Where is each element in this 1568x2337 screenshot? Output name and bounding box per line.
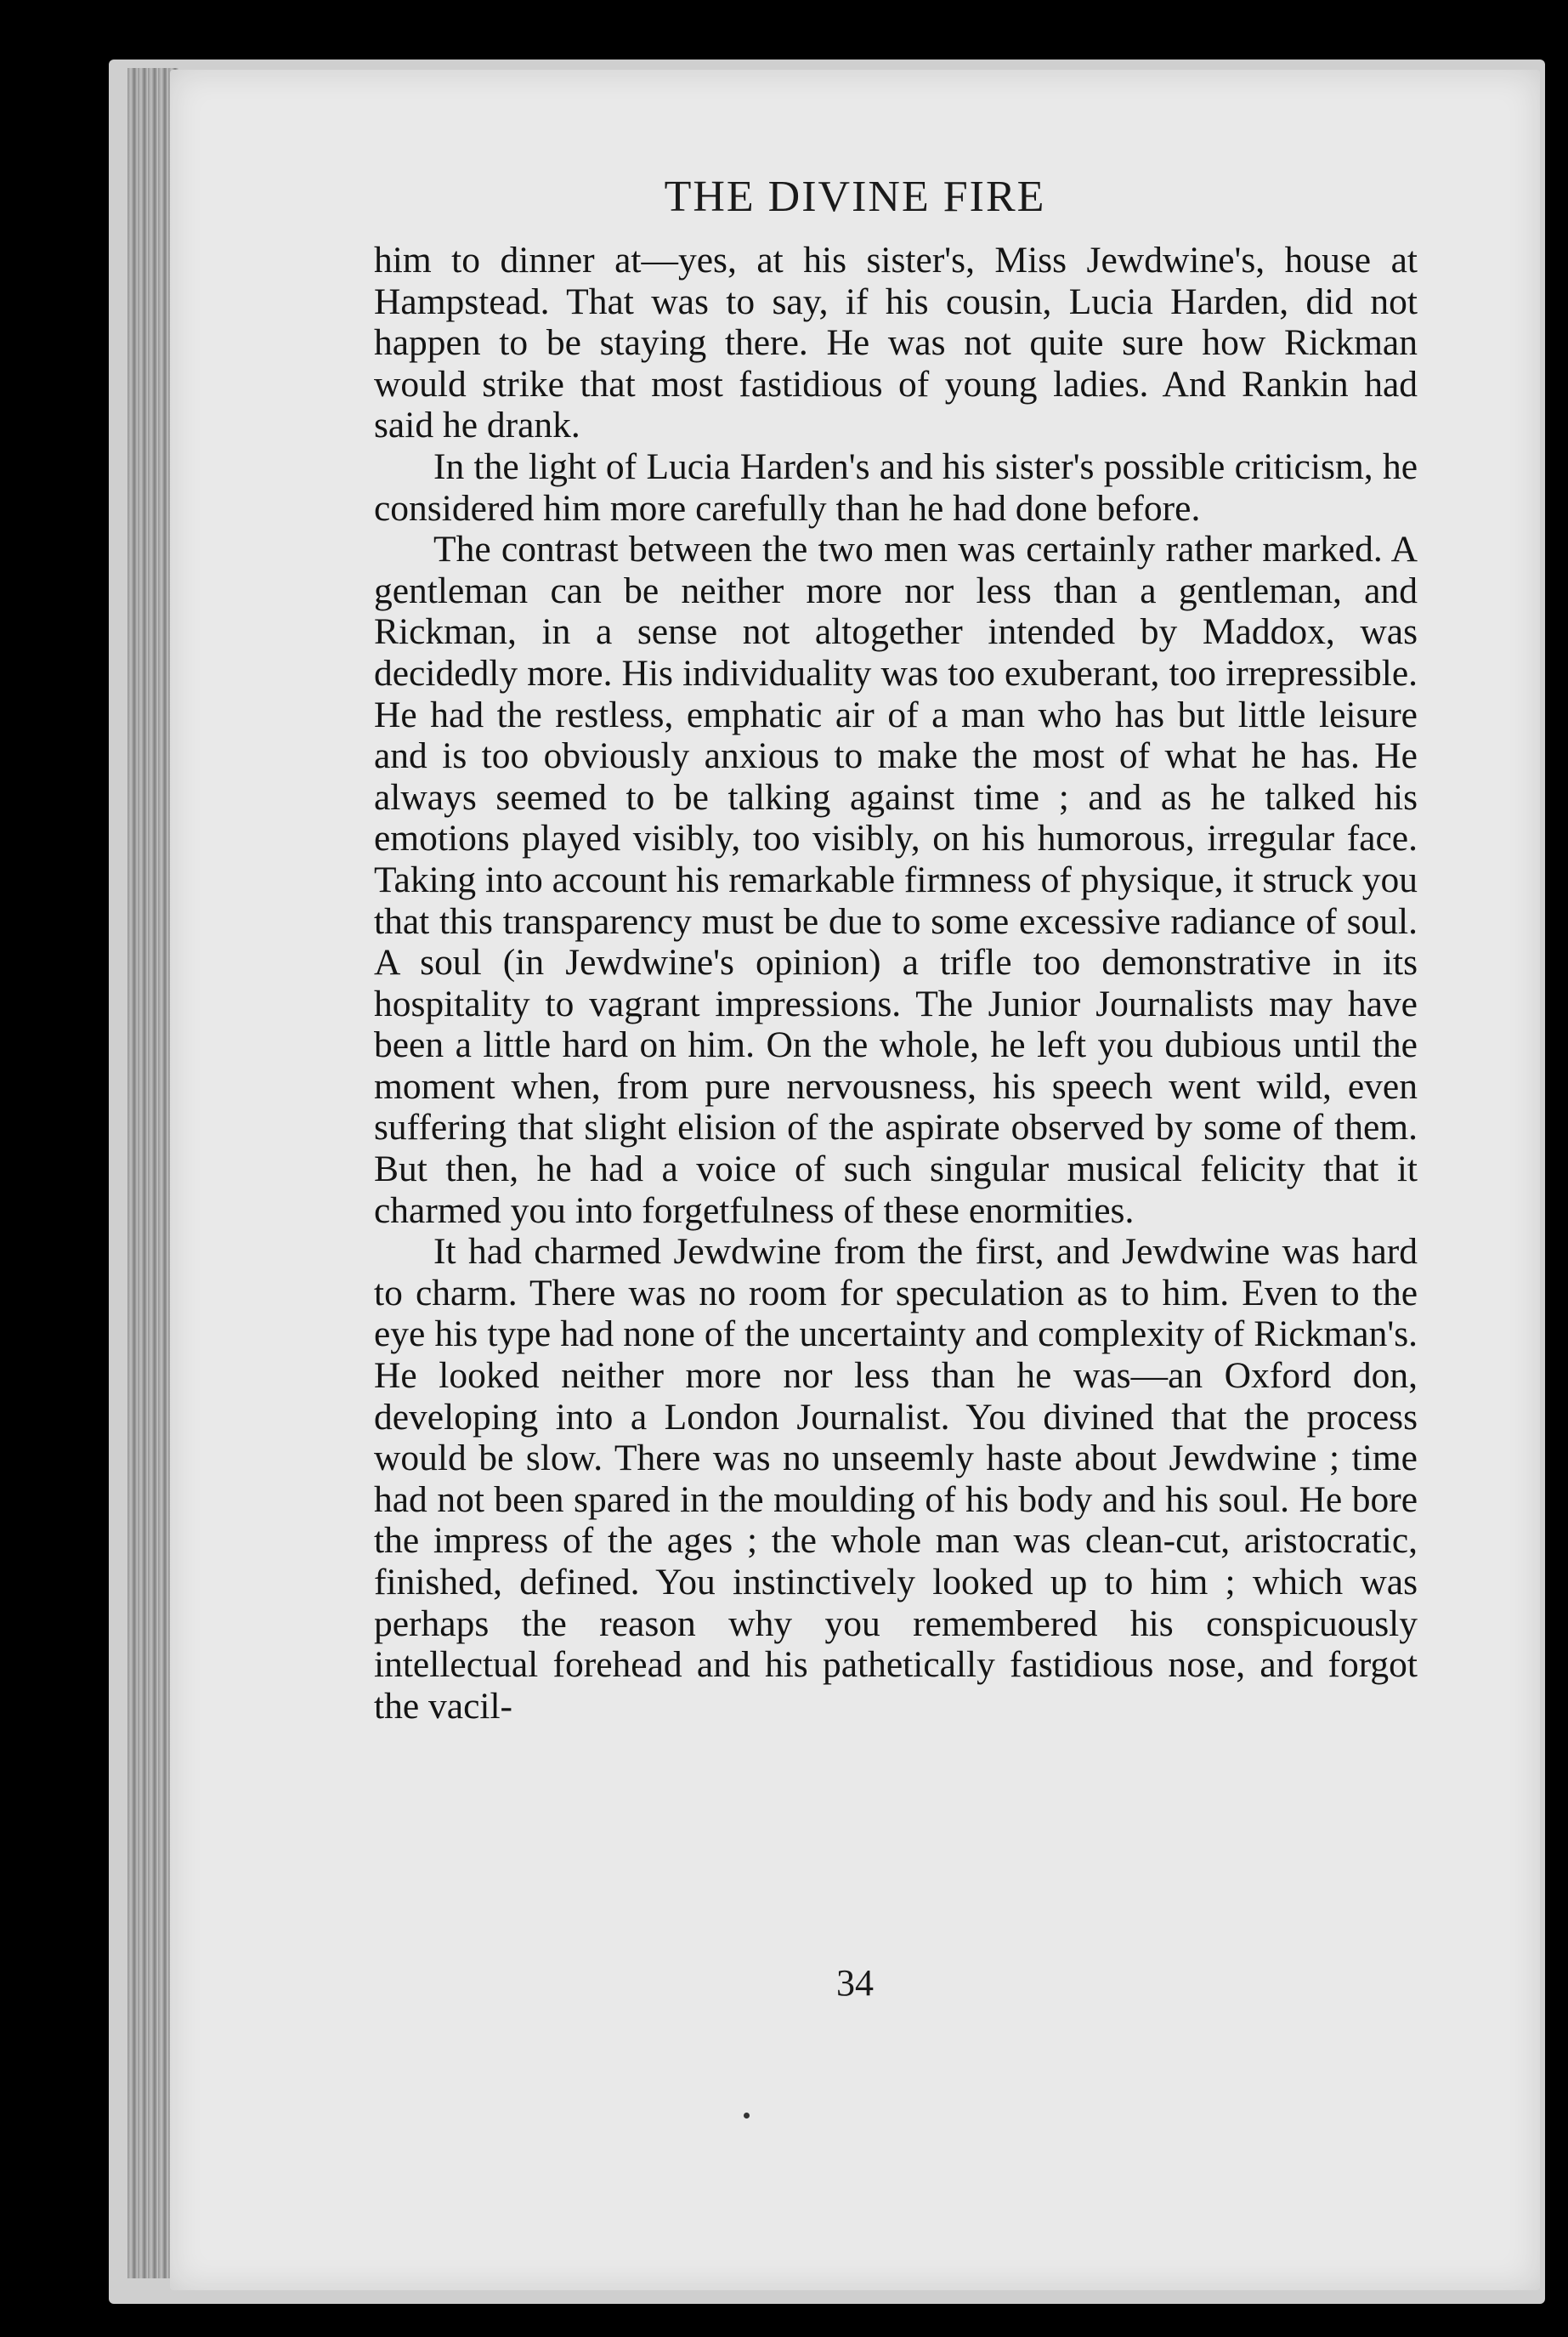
page-number: 34 — [836, 1962, 874, 2004]
dust-speck — [744, 2113, 750, 2119]
body-text — [374, 240, 1418, 1727]
paragraph-1-continued: him to dinner at—yes, at his sister's, Miss Jewdwine's, house at Hampstead. That was to say, if his cousin, Lucia Harden, did not happen to be staying there. He was not quite sure how Rickman would strike that most fastidious of young ladies. And Rankin had said he drank. — [374, 240, 1418, 446]
running-head: THE DIVINE FIRE — [664, 173, 1046, 221]
paragraph-3: The contrast between the two men was certainly rather marked. A gentleman can be neither more nor less than a gentleman, and Rickman, in a sense not altogether intended by Maddox, was decidedly more. His individuality was too exuberant, too irrepressible. He had the restless, emphatic air of a man who has but little leisure and is too obviously anxious to make the most of what he has. He always seemed to be talking against time ; and as he talked his emotions played visibly, too visibly, on his humorous, irregular face. Taking into account his remarkable firmness of physique, it struck you that this transparency must be due to some excessive radiance of soul. A soul (in Jewdwine's opinion) a trifle too demonstrative in its hospitality to vagrant impressions. The Junior Journalists may have been a little hard on him. On the whole, he left you dubious until the moment when, from pure nervousness, his speech went wild, even suffering that slight elision of the aspirate observed by some of them. But then, he had a voice of such singular musical felicity that it charmed you into forgetfulness of these enormities. — [374, 529, 1418, 1231]
paragraph-4: It had charmed Jewdwine from the first, and Jewdwine was hard to charm. There was no room for speculation as to him. Even to the eye his type had none of the uncertainty and complexity of Rickman's. He looked neither more nor less than he was—an Oxford don, developing into a London Journalist. You divined that the process would be slow. There was no unseemly haste about Jewdwine ; time had not been spared in the moulding of his body and his soul. He bore the impress of the ages ; the whole man was clean-cut, aristocratic, finished, defined. You instinctively looked up to him ; which was perhaps the reason why you remembered his conspicuously intellectual forehead and his pathetically fastidious nose, and forgot the vacil- — [374, 1231, 1418, 1727]
paragraph-2: In the light of Lucia Harden's and his sister's possible criticism, he considered him more carefully than he had done before. — [374, 445, 1418, 529]
book-page — [170, 70, 1540, 2290]
